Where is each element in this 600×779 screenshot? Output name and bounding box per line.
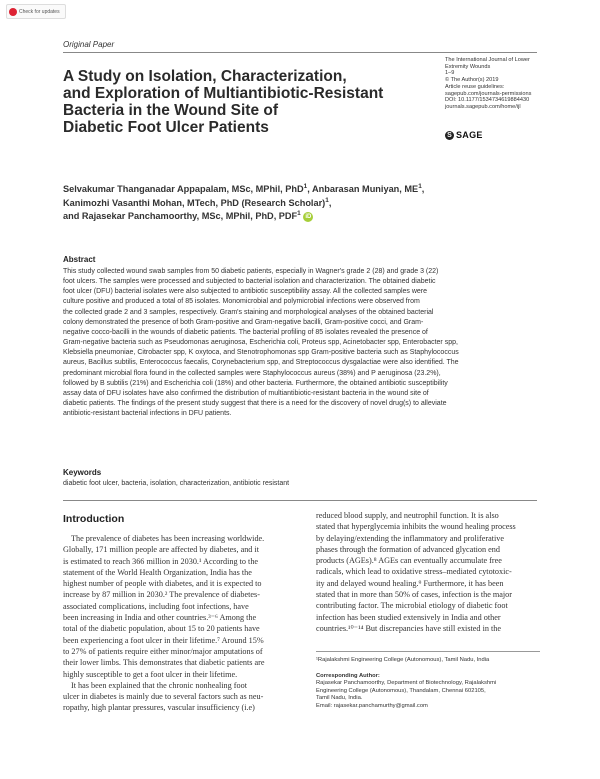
- journal-info: [445, 57, 595, 111]
- keywords-rule: [63, 500, 537, 501]
- journal-info-line: DOI: 10.1177/1534734619884430: [445, 97, 530, 104]
- keywords-heading: Keywords: [63, 468, 102, 477]
- abstract-line: foot ulcer (DFU) bacterial isolates were also subjected to antibiotic susceptibility assay. All the collected samples were: [63, 288, 428, 296]
- body-line: their lower limbs. This demonstrates that diabetic patients are: [63, 658, 265, 668]
- corresponding-author: [316, 673, 546, 710]
- title-line: A Study on Isolation, Characterization,: [63, 68, 347, 85]
- abstract-line: Gram-negative bacteria such as Pseudomonas aeruginosa, Escherichia coli, Proteus spp, Acinetobacter spp, Enterobacter spp,: [63, 339, 458, 347]
- body-line: ulcer in diabetes is mainly due to several factors such as neu-: [63, 692, 264, 702]
- abstract-heading: Abstract: [63, 255, 96, 264]
- sage-logo: [445, 130, 483, 140]
- affiliation-footnote: ¹Rajalakshmi Engineering College (Autonomous), Tamil Nadu, India: [316, 657, 490, 663]
- journal-info-line: journals.sagepub.com/home/ijl: [445, 103, 521, 110]
- sage-wordmark: SAGE: [456, 130, 483, 140]
- header-rule: [63, 52, 537, 53]
- author-list: [63, 183, 543, 224]
- abstract-line: Klebsiella pneumoniae, Citrobacter spp, K oxytoca, and Stenotrophomonas spp Gram-positive bacteria such as Staphylococcus: [63, 349, 459, 357]
- corresponding-line: Rajasekar Panchamoorthy, Department of Biotechnology, Rajalakshmi: [316, 680, 497, 687]
- journal-info-line: sagepub.com/journals-permissions: [445, 90, 532, 97]
- corresponding-line: Engineering College (Autonomous), Thandalam, Chennai 602105,: [316, 687, 486, 694]
- author-name: , Anbarasan Muniyan, ME: [307, 184, 419, 194]
- body-line: to 27% of patients require either minor/major amputations of: [63, 646, 263, 656]
- body-line: ropathy, high plantar pressures, vascular insufficiency (i.e): [63, 703, 255, 713]
- body-line: by delaying/extending the inflammatory and proliferative: [316, 533, 505, 543]
- affiliation-marker: 1: [297, 209, 301, 217]
- body-line: stated that hyperglycemia inhibits the wound healing process: [316, 522, 516, 532]
- corresponding-heading: Corresponding Author:: [316, 673, 380, 679]
- title-line: Diabetic Foot Ulcer Patients: [63, 119, 269, 136]
- body-line: countries.¹⁰⁻¹⁴ But discrepancies have still existed in the: [316, 623, 501, 633]
- corresponding-email[interactable]: Email: rajasekar.panchamurthy@gmail.com: [316, 702, 428, 709]
- check-updates-label: Check for updates: [19, 8, 60, 15]
- footnote-rule: [316, 651, 540, 652]
- affiliation-marker: 1: [325, 196, 329, 204]
- abstract-line: the collected grade 2 and 3 samples, respectively. Gram's staining and morphological analyses of the obtained bacterial: [63, 308, 434, 316]
- body-line: Globally, 171 million people are affected by diabetes, and it: [63, 545, 259, 555]
- corresponding-line: Tamil Nadu, India.: [316, 695, 363, 702]
- body-line: products (AGEs).⁸ AGEs can eventually accumulate free: [316, 556, 502, 566]
- body-line: contributing factor. The microbial etiology of diabetic foot: [316, 601, 508, 611]
- intro-right-column: [316, 510, 540, 634]
- body-line: radicals, which lead to oxidative stress–mediated cytotoxic-: [316, 567, 512, 577]
- article-title: [63, 68, 398, 136]
- introduction-heading: Introduction: [63, 513, 125, 525]
- journal-info-line: Extremity Wounds: [445, 63, 491, 70]
- title-line: Bacteria in the Wound Site of: [63, 102, 279, 119]
- body-line: phases through the formation of advanced glycation end: [316, 544, 500, 554]
- journal-info-line: © The Author(s) 2019: [445, 77, 499, 84]
- check-updates-icon: [9, 8, 17, 16]
- abstract-line: foot ulcers. The samples were processed and subjected to bacterial isolation and characterization. The obtained diabetic: [63, 278, 436, 286]
- keywords-list: diabetic foot ulcer, bacteria, isolation, characterization, antibiotic resistant: [63, 480, 290, 487]
- body-line: reduced blood supply, and neutrophil function. It is also: [316, 511, 499, 520]
- intro-left-column: [63, 533, 299, 714]
- abstract-line: assay data of DFU isolates have also confirmed the distribution of multiantibiotic-resistant bacteria in the wound site of: [63, 389, 429, 397]
- body-line: highest number of people with diabetes, and it is expected to: [63, 579, 262, 589]
- abstract-line: colony demonstrated the presence of both Gram-positive and Gram-negative bacilli, Gram-positive cocci, and Gram-: [63, 318, 424, 326]
- orcid-icon[interactable]: iD: [305, 213, 312, 220]
- abstract-line: negative cocco-bacilli in the wounds of diabetic patients. The bacterial profiling of 85 isolates revealed the presence of: [63, 328, 428, 336]
- abstract-line: culture positive and produced a total of 85 isolates. Monomicrobial and polymicrobial infections were observed from: [63, 298, 420, 306]
- author-name: Kanimozhi Vasanthi Mohan, MTech, PhD (Research Scholar): [63, 197, 326, 208]
- author-name: and Rajasekar Panchamoorthy, MSc, MPhil, PhD, PDF: [63, 211, 298, 221]
- body-line: increase by 87 million in 2030.² The prevalence of diabetes-: [63, 590, 260, 600]
- body-line: been experiencing a foot ulcer in their lifetime.⁷ Around 15%: [63, 635, 264, 645]
- abstract-body: [63, 267, 539, 419]
- abstract-line: aureus, Bacillus subtilis, Enterococcus faecalis, Corynebacterium spp, and Streptococcus dysgalactiae were also identified. The: [63, 359, 459, 367]
- abstract-line: diabetic patients. The findings of the present study suggest that there is a need for the discovery of novel drug(s) to alleviate: [63, 400, 447, 408]
- body-line: infection has been studied extensively in India and other: [316, 612, 501, 622]
- affiliation-marker: 1: [418, 182, 422, 190]
- affiliation-marker: 1: [303, 182, 308, 190]
- author-line: [63, 210, 543, 224]
- author-name: Selvakumar Thanganadar Appapalam, MSc, MPhil, PhD: [63, 184, 304, 194]
- body-line: is estimated to reach 366 million in 2030.¹ According to the: [63, 556, 259, 566]
- body-line: associated complications, including foot infections, have: [63, 601, 249, 611]
- journal-info-line: The International Journal of Lower: [445, 57, 530, 63]
- paper-type: Original Paper: [63, 40, 115, 49]
- abstract-line: followed by B subtilis (21%) and Escherichia coli (18%) and other bacteria. Furthermore, the obtained antibiotic susceptibility: [63, 379, 448, 387]
- abstract-line: This study collected wound swab samples from 50 diabetic patients, especially in Wagner's grade 2 (28) and grade 3 (22): [63, 268, 439, 275]
- abstract-line: antibiotic-resistant bacterial infections in DFU patients.: [63, 410, 232, 418]
- check-for-updates-badge[interactable]: [6, 4, 66, 19]
- author-separator: ,: [421, 184, 425, 194]
- body-line: It has been explained that the chronic nonhealing foot: [71, 680, 247, 690]
- body-line: highly susceptible to get a foot ulcer in their lifetime.: [63, 669, 238, 679]
- body-line: ity and delayed wound healing.⁹ Furthermore, it has been: [316, 578, 504, 588]
- body-line: stated that in more than 50% of cases, infection is the major: [316, 590, 512, 600]
- journal-info-line: Article reuse guidelines:: [445, 83, 505, 90]
- body-line: The prevalence of diabetes has been increasing worldwide.: [71, 534, 265, 543]
- sage-mark-icon: S: [445, 131, 454, 140]
- journal-info-line: 1–9: [445, 70, 455, 77]
- title-line: and Exploration of Multiantibiotic-Resistant: [63, 85, 384, 102]
- body-line: total of the diabetic population, about 15 to 20 patients have: [63, 624, 260, 634]
- author-separator: ,: [328, 197, 332, 208]
- body-line: statement of the World Health Organization, India has the: [63, 567, 252, 577]
- abstract-line: predominant microbial flora found in the collected samples were Staphylococcus aureus (38%) and P aeruginosa (23.2%),: [63, 369, 441, 377]
- author-line: [63, 197, 543, 211]
- author-line: [63, 183, 543, 197]
- body-line: been increasing in India and other countries.³⁻⁶ Among the: [63, 613, 257, 623]
